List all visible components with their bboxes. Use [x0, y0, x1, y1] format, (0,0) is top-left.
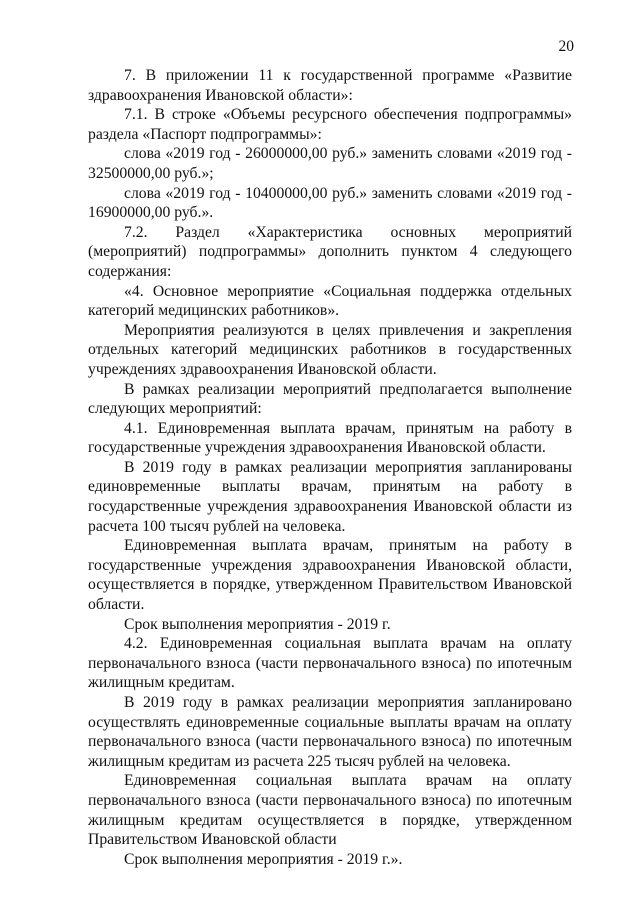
- paragraph-7-2: 7.2. Раздел «Характеристика основных мероприятий (мероприятий) подпрограммы» дополнить пунктом 4 следующего содержания:: [88, 223, 572, 280]
- measure-4-1-deadline: Срок выполнения мероприятия - 2019 г.: [124, 615, 391, 633]
- page-number: 20: [558, 38, 574, 55]
- measure-4-2-title: 4.2. Единовременная социальная выплата врачам на оплату первоначального взноса (части первоначального взноса) по ипотечным жилищным кредитам.: [88, 635, 572, 692]
- document-body: [88, 66, 572, 869]
- measure-4-2-plan: В 2019 году в рамках реализации мероприятия запланировано осуществлять единовременные социальные выплаты врачам на оплату первоначального взноса (части первоначального взноса) по ипотечным жилищным кредитам из расчета 225 тысяч рублей на человека.: [88, 694, 572, 770]
- paragraph-7-1: 7.1. В строке «Объемы ресурсного обеспечения подпрограммы» раздела «Паспорт подпрограммы»:: [88, 106, 572, 143]
- measures-intro: В рамках реализации мероприятий предполагается выполнение следующих мероприятий:: [88, 380, 572, 418]
- measure-4-2-deadline: Срок выполнения мероприятия - 2019 г.».: [124, 850, 403, 868]
- main-measure-heading: «4. Основное мероприятие «Социальная поддержка отдельных категорий медицинских работников».: [88, 282, 572, 320]
- measure-4-1-plan: В 2019 году в рамках реализации мероприятия запланированы единовременные выплаты врачам, принятым на работу в государственные учреждения здравоохранения Ивановской области из расчета 100 тысяч рублей на человека.: [88, 458, 572, 535]
- paragraph-7: 7. В приложении 11 к государственной программе «Развитие здравоохранения Ивановской области»:: [88, 67, 572, 104]
- measure-4-1-title: 4.1. Единовременная выплата врачам, принятым на работу в государственные учреждения здравоохранения Ивановской области.: [88, 419, 572, 457]
- measure-4-2-procedure: Единовременная социальная выплата врачам на оплату первоначального взноса (части первоначального взноса) по ипотечным жилищным кредитам осуществляется в порядке, утвержденном Правительством Ивановской области: [88, 772, 572, 849]
- measures-purpose: Мероприятия реализуются в целях привлечения и закрепления отдельных категорий медицинских работников в государственных учреждениях здравоохранения Ивановской области.: [88, 321, 572, 378]
- measure-4-1-procedure: Единовременная выплата врачам, принятым на работу в государственные учреждения здравоохранения Ивановской области, осуществляется в порядке, утвержденном Правительством Ивановской области.: [88, 537, 572, 614]
- replacement-text-1: слова «2019 год - 26000000,00 руб.» заменить словами «2019 год - 32500000,00 руб.»;: [88, 145, 572, 182]
- replacement-text-2: слова «2019 год - 10400000,00 руб.» заменить словами «2019 год - 16900000,00 руб.».: [88, 184, 572, 222]
